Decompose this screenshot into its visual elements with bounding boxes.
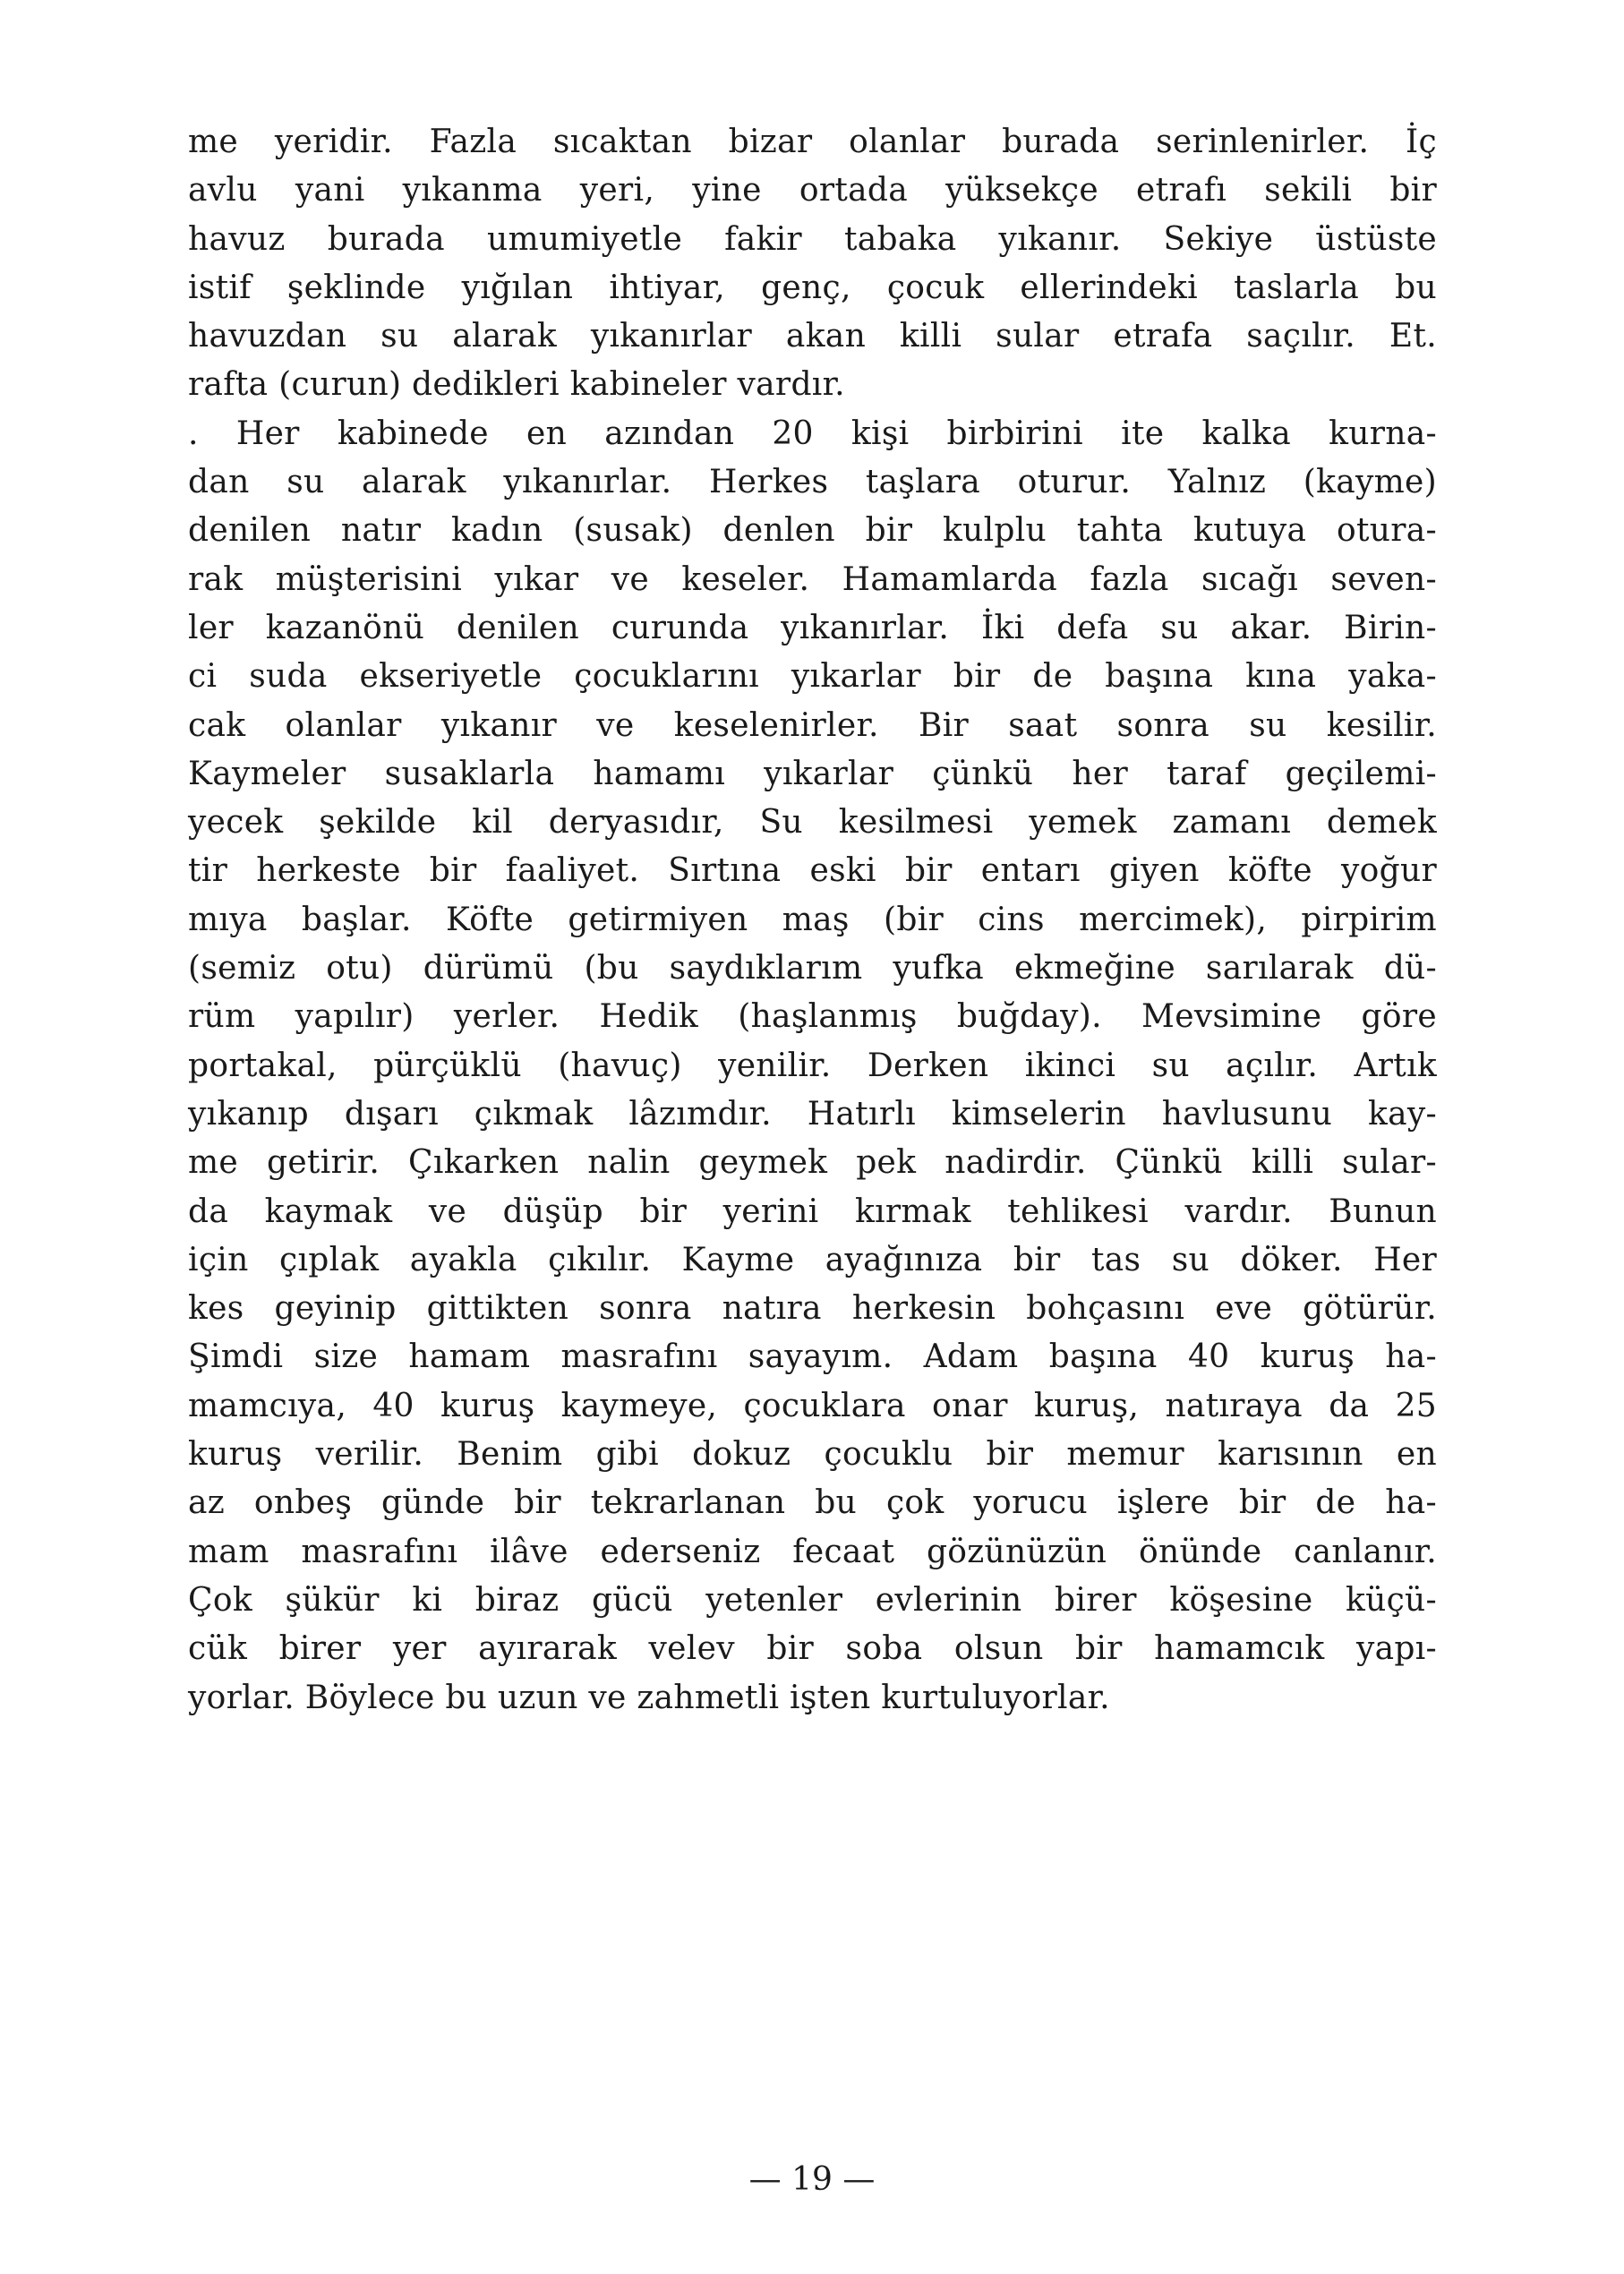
text-line: (semiz otu) dürümü (bu saydıklarım yufka ekmeğine sarılarak dü- (188, 950, 1437, 987)
text-line: me getirir. Çıkarken nalin geymek pek nadirdir. Çünkü killi sular- (188, 1144, 1437, 1182)
text-line: Çok şükür ki biraz gücü yetenler evlerinin birer köşesine küçü- (188, 1581, 1437, 1619)
text-line: portakal, pürçüklü (havuç) yenilir. Derken ikinci su açılır. Artık (188, 1047, 1437, 1084)
text-line: tir herkeste bir faaliyet. Sırtına eski bir entarı giyen köfte yoğur (188, 852, 1437, 890)
text-line: . Her kabinede en azından 20 kişi birbirini ite kalka kurna- (188, 415, 1437, 452)
text-line: rüm yapılır) yerler. Hedik (haşlanmış buğday). Mevsimine göre (188, 998, 1437, 1036)
text-line: da kaymak ve düşüp bir yerini kırmak tehlikesi vardır. Bunun (188, 1193, 1437, 1230)
body-text (188, 118, 1437, 1723)
text-line: rafta (curun) dedikleri kabineler vardır. (188, 366, 845, 404)
text-line: kes geyinip gittikten sonra natıra herkesin bohçasını eve götürür. (188, 1290, 1437, 1328)
text-line: az onbeş günde bir tekrarlanan bu çok yorucu işlere bir de ha- (188, 1484, 1437, 1522)
text-line: Kaymeler susaklarla hamamı yıkarlar çünkü her taraf geçilemi- (188, 755, 1437, 792)
text-line: cük birer yer ayırarak velev bir soba olsun bir hamamcık yapı- (188, 1630, 1437, 1668)
text-line: dan su alarak yıkanırlar. Herkes taşlara oturur. Yalnız (kayme) (188, 464, 1437, 501)
text-line: mam masrafını ilâve ederseniz fecaat gözünüzün önünde canlanır. (188, 1533, 1437, 1570)
text-line: rak müşterisini yıkar ve keseler. Hamamlarda fazla sıcağı seven- (188, 560, 1437, 598)
text-line: yorlar. Böylece bu uzun ve zahmetli işten kurtuluyorlar. (188, 1679, 1110, 1716)
text-line: denilen natır kadın (susak) denlen bir kulplu tahta kutuya otura- (188, 512, 1437, 550)
text-line: havuzdan su alarak yıkanırlar akan killi sular etrafa saçılır. Et. (188, 318, 1437, 355)
text-line: kuruş verilir. Benim gibi dokuz çocuklu bir memur karısının en (188, 1436, 1437, 1474)
text-line: için çıplak ayakla çıkılır. Kayme ayağınıza bir tas su döker. Her (188, 1241, 1437, 1278)
text-line: me yeridir. Fazla sıcaktan bizar olanlar burada serinlenirler. İç (188, 124, 1437, 160)
page-number: — 19 — (748, 2161, 876, 2198)
text-line: avlu yani yıkanma yeri, yine ortada yüksekçe etrafı sekili bir (188, 172, 1437, 209)
text-line: mıya başlar. Köfte getirmiyen maş (bir cins mercimek), pirpirim (188, 901, 1437, 938)
text-line: havuz burada umumiyetle fakir tabaka yıkanır. Sekiye üstüste (188, 220, 1437, 258)
text-line: ler kazanönü denilen curunda yıkanırlar. İki defa su akar. Birin- (188, 609, 1437, 646)
text-line: yecek şekilde kil deryasıdır, Su kesilmesi yemek zamanı demek (188, 804, 1437, 842)
text-line: Şimdi size hamam masrafını sayayım. Adam başına 40 kuruş ha- (188, 1338, 1437, 1376)
text-line: ci suda ekseriyetle çocuklarını yıkarlar bir de başına kına yaka- (188, 658, 1437, 696)
text-line: cak olanlar yıkanır ve keselenirler. Bir saat sonra su kesilir. (188, 706, 1437, 744)
text-line: istif şeklinde yığılan ihtiyar, genç, çocuk ellerindeki taslarla bu (188, 269, 1437, 306)
text-line: mamcıya, 40 kuruş kaymeye, çocuklara onar kuruş, natıraya da 25 (188, 1387, 1437, 1424)
text-line: yıkanıp dışarı çıkmak lâzımdır. Hatırlı kimselerin havlusunu kay- (188, 1095, 1437, 1133)
